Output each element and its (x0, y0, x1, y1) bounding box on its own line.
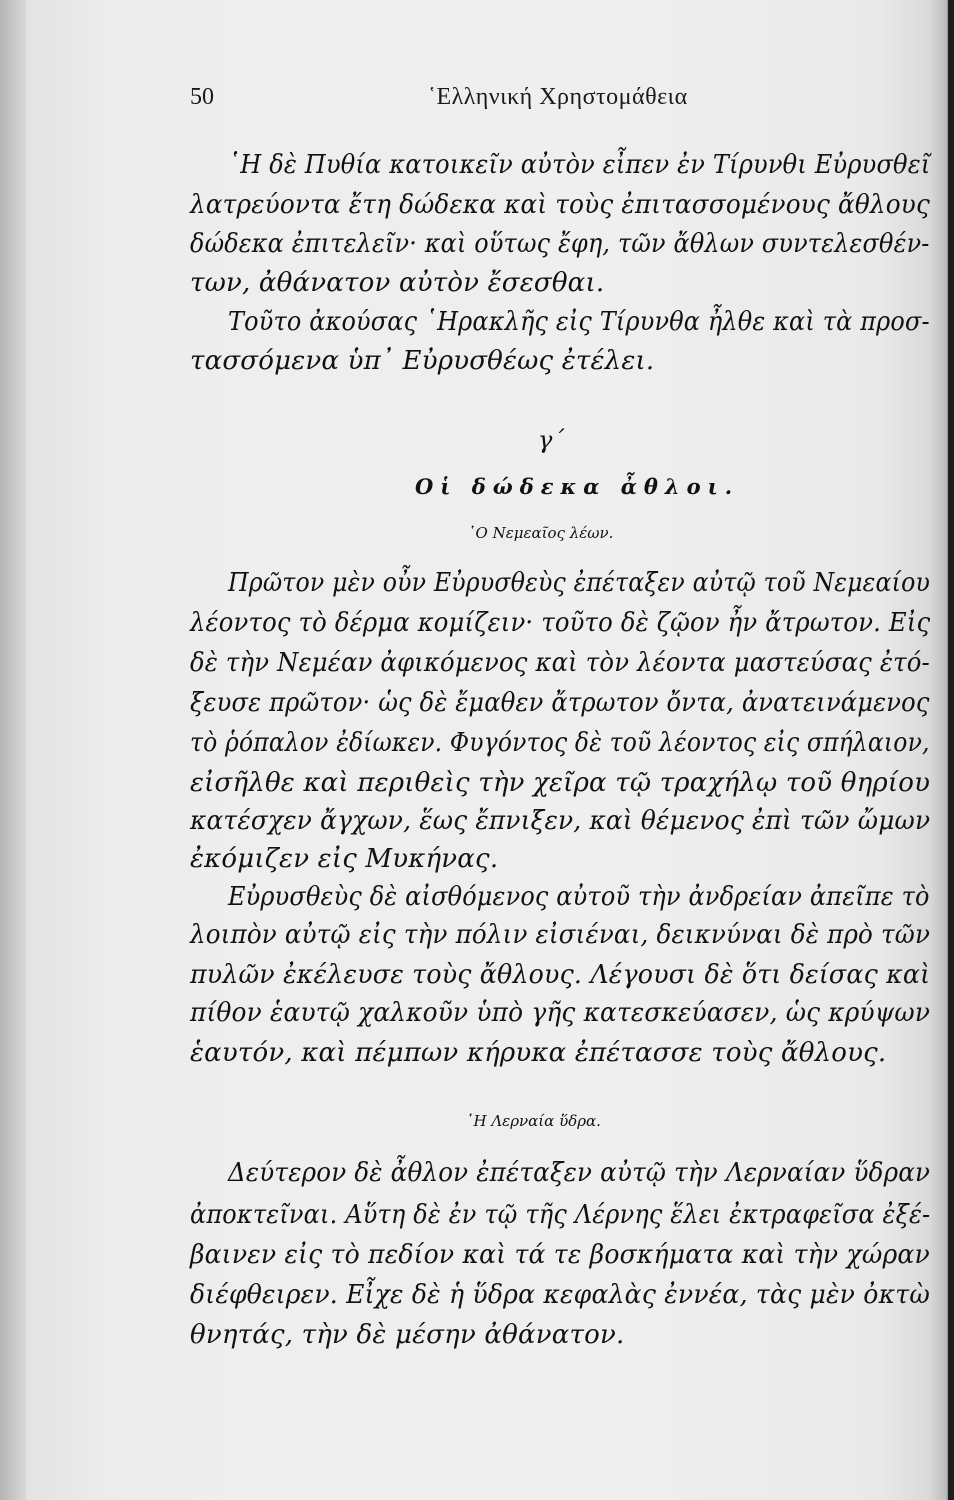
text-line: Πρῶτον μὲν οὖν Εὐρυσθεὺς ἐπέταξεν αὐτῷ τοῦ Νεμεαίου (228, 568, 931, 598)
running-title: ῾Ελληνική Χρηστομάθεια (428, 84, 688, 110)
section-title: Οἱ δώδεκα ἆθλοι. (415, 474, 740, 499)
subsection-title-nemean-lion: ῾Ο Νεμεαῖος λέων. (468, 524, 614, 542)
text-line: τασσόμενα ὑπ᾽ Εὐρυσθέως ἐτέλει. (190, 346, 655, 376)
text-line: εἰσῆλθε καὶ περιθεὶς τὴν χεῖρα τῷ τραχήλῳ τοῦ θηρίου (190, 768, 931, 798)
text-line: Δεύτερον δὲ ἆθλον ἐπέταξεν αὐτῷ τὴν Λερναίαν ὕδραν (228, 1158, 931, 1188)
section-number: γ΄ (538, 426, 565, 454)
text-line: θνητάς, τὴν δὲ μέσην ἀθάνατον. (190, 1320, 625, 1350)
text-line: λοιπὸν αὐτῷ εἰς τὴν πόλιν εἰσιέναι, δεικνύναι δὲ πρὸ τῶν (190, 920, 931, 950)
page-number: 50 (190, 84, 214, 110)
text-line: ἑαυτόν, καὶ πέμπων κήρυκα ἐπέτασσε τοὺς ἄθλους. (190, 1038, 887, 1068)
text-line: ξευσε πρῶτον· ὡς δὲ ἔμαθεν ἄτρωτον ὄντα, ἀνατεινάμενος (190, 688, 930, 718)
text-line: δώδεκα ἐπιτελεῖν· καὶ οὕτως ἔφη, τῶν ἄθλων συντελεσθέν- (190, 229, 930, 259)
text-line: των, ἀθάνατον αὐτὸν ἔσεσθαι. (190, 268, 605, 298)
text-line: ἐκόμιζεν εἰς Μυκήνας. (190, 844, 499, 874)
text-line: τὸ ῥόπαλον ἐδίωκεν. Φυγόντος δὲ τοῦ λέοντος εἰς σπήλαιον, (190, 728, 930, 758)
page-edge-shadow (948, 0, 954, 1500)
text-line: διέφθειρεν. Εἶχε δὲ ἡ ὕδρα κεφαλὰς ἐννέα, τὰς μὲν ὀκτὼ (190, 1280, 930, 1310)
text-line: πίθον ἑαυτῷ χαλκοῦν ὑπὸ γῆς κατεσκεύασεν, ὡς κρύψων (190, 998, 931, 1028)
text-line: Τοῦτο ἀκούσας ῾Ηρακλῆς εἰς Τίρυνθα ἦλθε καὶ τὰ προσ- (228, 307, 930, 337)
text-line: λατρεύοντα ἔτη δώδεκα καὶ τοὺς ἐπιτασσομένους ἄθλους (190, 190, 930, 220)
text-line: λέοντος τὸ δέρμα κομίζειν· τοῦτο δὲ ζῷον ἦν ἄτρωτον. Εἰς (190, 608, 931, 638)
text-line: Εὐρυσθεὺς δὲ αἰσθόμενος αὐτοῦ τὴν ἀνδρείαν ἀπεῖπε τὸ (228, 882, 930, 912)
text-line: ῾Η δὲ Πυθία κατοικεῖν αὐτὸν εἶπεν ἐν Τίρυνθι Εὐρυσθεῖ (228, 150, 931, 180)
text-line: πυλῶν ἐκέλευσε τοὺς ἄθλους. Λέγουσι δὲ ὅτι δείσας καὶ (190, 960, 931, 990)
text-line: ἀποκτεῖναι. Αὕτη δὲ ἐν τῷ τῆς Λέρνης ἕλει ἐκτραφεῖσα ἐξέ- (190, 1200, 931, 1230)
text-line: βαινεν εἰς τὸ πεδίον καὶ τά τε βοσκήματα καὶ τὴν χώραν (190, 1240, 930, 1270)
text-line: κατέσχεν ἄγχων, ἕως ἔπνιξεν, καὶ θέμενος ἐπὶ τῶν ὤμων (190, 806, 931, 836)
text-line: δὲ τὴν Νεμέαν ἀφικόμενος καὶ τὸν λέοντα μαστεύσας ἐτό- (190, 648, 930, 678)
subsection-title-hydra: ῾Η Λερναία ὕδρα. (466, 1112, 601, 1130)
